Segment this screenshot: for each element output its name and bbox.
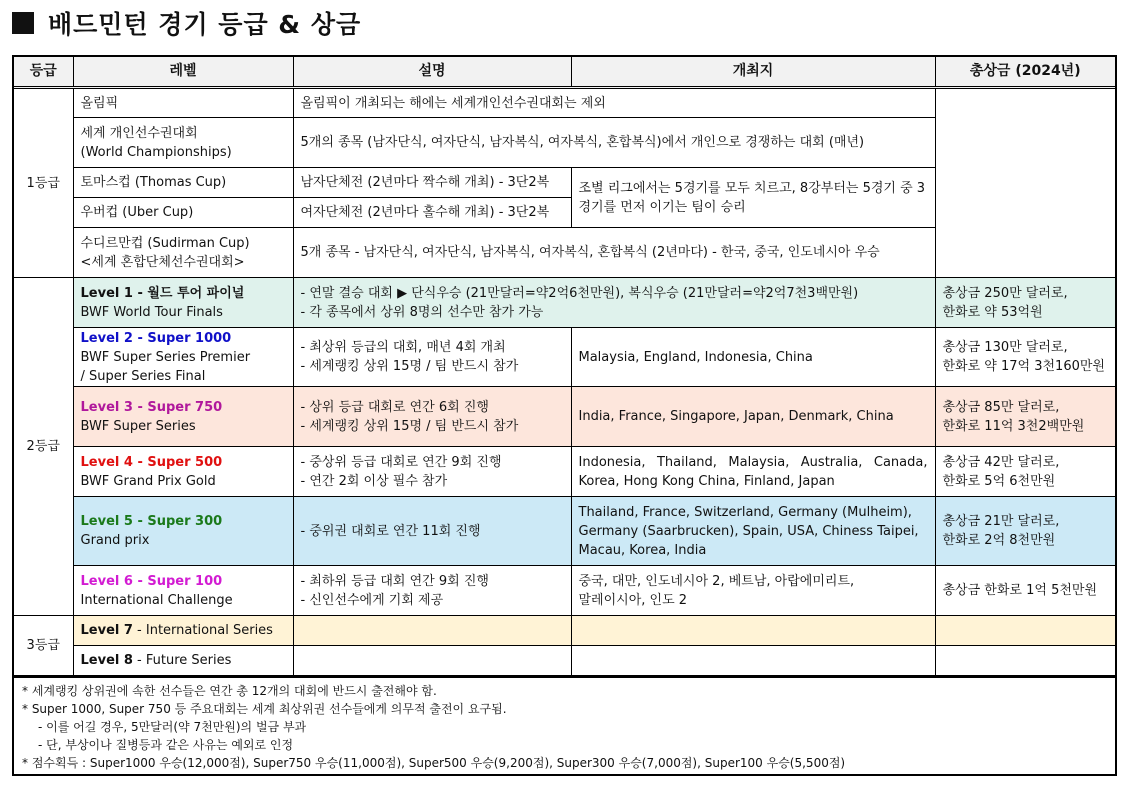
level-title: Level 6 - Super 100 — [80, 573, 223, 589]
description-cell — [293, 278, 935, 328]
footnote: * Super 1000, Super 750 등 주요대회는 세계 최상위권 선수들에게 의무적 출전이 요구됨. — [22, 702, 507, 716]
venue-cell-empty — [571, 616, 935, 646]
prize-line: 한화로 11억 3천2백만원 — [942, 418, 1085, 434]
description-cell: 여자단체전 (2년마다 홀수해 개최) - 3단2복 — [293, 198, 571, 228]
level-subname: <세계 혼합단체선수권대회> — [80, 254, 245, 270]
level-subname: / Super Series Final — [80, 368, 206, 384]
venue-line: 말레이시아, 인도 2 — [578, 592, 688, 608]
venue-line: Korea, Hong Kong China, Finland, Japan — [578, 473, 835, 489]
description-cell — [293, 497, 571, 566]
description-cell: 5개 종목 - 남자단식, 여자단식, 남자복식, 여자복식, 혼합복식 (2년마다) - 한국, 중국, 인도네시아 우승 — [293, 228, 935, 278]
venue-cell — [571, 566, 935, 616]
prize-cell-empty — [935, 88, 1115, 278]
prize-cell — [935, 497, 1115, 566]
description-cell — [293, 566, 571, 616]
level-subname: BWF Grand Prix Gold — [80, 473, 216, 489]
description-cell-empty — [293, 616, 571, 646]
header-prize: 총상금 (2024년) — [935, 57, 1115, 88]
venue-line: Germany (Saarbrucken), Spain, USA, Chiness Taipei, — [578, 523, 919, 539]
level-cell — [73, 228, 293, 278]
header-venue: 개최지 — [571, 57, 935, 88]
level-cell — [73, 646, 293, 676]
table-row — [14, 387, 1115, 447]
header-description: 설명 — [293, 57, 571, 88]
description-cell: 올림픽이 개최되는 해에는 세계개인선수권대회는 제외 — [293, 88, 935, 118]
venue-cell-empty — [571, 646, 935, 676]
description-line: - 연말 결승 대회 ▶ 단식우승 (21만달러=약2억6천만원), 복식우승 (21만달러=약2억7천3백만원) — [300, 285, 859, 301]
prize-line: 총상금 21만 달러로, — [942, 514, 1060, 529]
description-line: - 각 종목에서 상위 8명의 선수만 참가 가능 — [300, 304, 544, 320]
prize-cell — [935, 447, 1115, 497]
prize-line: 총상금 42만 달러로, — [942, 454, 1060, 470]
level-title: Level 4 - Super 500 — [80, 454, 223, 470]
level-subname: BWF Super Series Premier — [80, 349, 251, 365]
venue-cell: Malaysia, England, Indonesia, China — [571, 328, 935, 387]
prize-line: 한화로 약 17억 3천160만원 — [942, 359, 1105, 374]
grade-3-cell: 3등급 — [14, 616, 73, 676]
level-title: Level 1 - 월드 투어 파이널 — [80, 285, 245, 301]
prize-line: 한화로 5억 6천만원 — [942, 473, 1056, 489]
level-name: 세계 개인선수권대회 — [80, 125, 198, 141]
level-cell — [73, 118, 293, 168]
venue-line: Macau, Korea, India — [578, 542, 707, 558]
table-row — [14, 278, 1115, 328]
prize-cell-empty — [935, 646, 1115, 676]
description-cell: 남자단체전 (2년마다 짝수해 개최) - 3단2복 — [293, 168, 571, 198]
description-line: - 세계랭킹 상위 15명 / 팀 반드시 참가 — [300, 418, 519, 434]
grade-prize-table — [14, 57, 1115, 676]
venue-line: 중국, 대만, 인도네시아 2, 베트남, 아랍에미리트, — [578, 573, 855, 589]
level-cell: 토마스컵 (Thomas Cup) — [73, 168, 293, 198]
level-cell: 올림픽 — [73, 88, 293, 118]
description-line: - 신인선수에게 기회 제공 — [300, 592, 444, 608]
venue-cell: India, France, Singapore, Japan, Denmark, China — [571, 387, 935, 447]
table-row — [14, 566, 1115, 616]
prize-line: 총상금 130만 달러로, — [942, 340, 1068, 355]
table-row — [14, 616, 1115, 646]
description-line: - 세계랭킹 상위 15명 / 팀 반드시 참가 — [300, 359, 519, 374]
level-subname: Grand prix — [80, 533, 150, 548]
level-title: Level 7 — [80, 623, 133, 638]
grade-2-cell: 2등급 — [14, 278, 73, 616]
page-title-text: 배드민턴 경기 등급 & 상금 — [48, 10, 362, 39]
venue-cell — [571, 497, 935, 566]
level-cell — [73, 328, 293, 387]
table-row — [14, 497, 1115, 566]
table-row — [14, 447, 1115, 497]
prize-line: 총상금 250만 달러로, — [942, 285, 1068, 301]
venue-line: Indonesia, Thailand, Malaysia, Australia, Canada, — [578, 454, 928, 470]
table-row — [14, 646, 1115, 676]
black-square-icon — [12, 12, 34, 34]
grade-prize-table-container — [12, 55, 1117, 776]
description-line: - 중상위 등급 대회로 연간 9회 진행 — [300, 454, 502, 470]
description-cell — [293, 447, 571, 497]
level-title: Level 8 — [80, 653, 133, 668]
venue-cell: 조별 리그에서는 5경기를 모두 치르고, 8강부터는 5경기 중 3경기를 먼저 이기는 팀이 승리 — [571, 168, 935, 228]
venue-line: Thailand, France, Switzerland, Germany (Mulheim), — [578, 504, 912, 520]
header-level: 레벨 — [73, 57, 293, 88]
footnote: * 점수획득 : Super1000 우승(12,000점), Super750 우승(11,000점), Super500 우승(9,200점), Super300 우승(7,000점), Super100 우승(5,500점) — [22, 756, 846, 770]
table-header-row — [14, 57, 1115, 88]
description-cell: 5개의 종목 (남자단식, 여자단식, 남자복식, 여자복식, 혼합복식)에서 개인으로 경쟁하는 대회 (매년) — [293, 118, 935, 168]
footnote: * 세계랭킹 상위권에 속한 선수들은 연간 총 12개의 대회에 반드시 출전해야 함. — [22, 684, 437, 698]
description-line: - 최상위 등급의 대회, 매년 4회 개최 — [300, 340, 506, 355]
prize-cell: 총상금 한화로 1억 5천만원 — [935, 566, 1115, 616]
prize-cell — [935, 328, 1115, 387]
level-cell — [73, 497, 293, 566]
level-title: Level 3 - Super 750 — [80, 399, 223, 415]
description-cell — [293, 328, 571, 387]
description-line: - 최하위 등급 대회 연간 9회 진행 — [300, 573, 489, 589]
page-title — [12, 6, 361, 40]
prize-line: 한화로 약 53억원 — [942, 304, 1043, 320]
level-title: Level 5 - Super 300 — [80, 514, 223, 529]
level-cell — [73, 278, 293, 328]
level-subname: International Challenge — [80, 592, 233, 608]
level-title: Level 2 - Super 1000 — [80, 330, 232, 346]
level-name: 수디르만컵 (Sudirman Cup) — [80, 235, 250, 251]
level-cell — [73, 387, 293, 447]
description-cell — [293, 387, 571, 447]
description-line: - 연간 2회 이상 필수 참가 — [300, 473, 448, 489]
prize-cell — [935, 278, 1115, 328]
prize-line: 한화로 2억 8천만원 — [942, 533, 1056, 548]
level-cell — [73, 447, 293, 497]
level-subname: BWF Super Series — [80, 418, 196, 434]
level-cell: 우버컵 (Uber Cup) — [73, 198, 293, 228]
level-subname: - International Series — [132, 623, 273, 638]
grade-1-cell: 1등급 — [14, 88, 73, 278]
level-cell — [73, 616, 293, 646]
footnote-sub: - 단, 부상이나 질병등과 같은 사유는 예외로 인정 — [38, 738, 294, 752]
prize-line: 총상금 85만 달러로, — [942, 399, 1060, 415]
level-subname: BWF World Tour Finals — [80, 304, 223, 320]
description-cell-empty — [293, 646, 571, 676]
venue-cell — [571, 447, 935, 497]
prize-cell — [935, 387, 1115, 447]
level-subname: - Future Series — [132, 653, 232, 668]
header-grade: 등급 — [14, 57, 73, 88]
table-row — [14, 88, 1115, 118]
prize-cell-empty — [935, 616, 1115, 646]
description-line: - 중위권 대회로 연간 11회 진행 — [300, 523, 481, 539]
footnotes — [14, 676, 1115, 776]
description-line: - 상위 등급 대회로 연간 6회 진행 — [300, 399, 489, 415]
table-row — [14, 328, 1115, 387]
level-subname: (World Championships) — [80, 144, 232, 160]
level-cell — [73, 566, 293, 616]
footnote-sub: - 이를 어길 경우, 5만달러(약 7천만원)의 벌금 부과 — [38, 720, 307, 734]
